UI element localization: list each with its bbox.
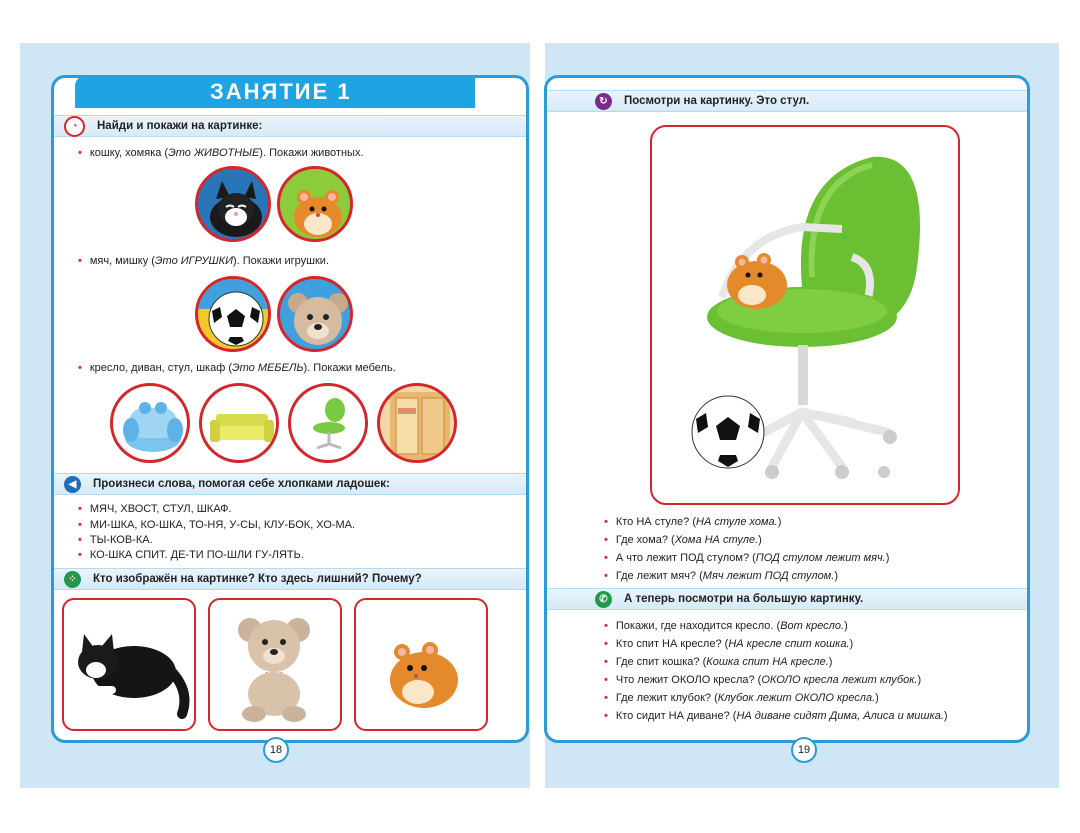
list-item: • Где лежит клубок? (Клубок лежит ОКОЛО кресла.) [604,692,879,704]
list-item: • кошку, хомяка (Это ЖИВОТНЫЕ). Покажи животных. [78,147,364,159]
dots-icon: ⁘ [64,571,81,588]
task3-heading: Кто изображён на картинке? Кто здесь лишний? Почему? [93,573,422,585]
ball-picture [195,276,271,352]
hamster-picture [277,166,353,242]
list-item: • Где спит кошка? (Кошка спит НА кресле.) [604,656,833,668]
teddy-bear-picture [277,276,353,352]
right-task2-header [547,588,1027,610]
speaker-icon: ◀ [64,476,81,493]
right-task1-heading: Посмотри на картинку. Это стул. [624,95,810,107]
list-item: • А что лежит ПОД стулом? (ПОД стулом лежит мяч.) [604,552,890,564]
page-number: 18 [263,737,289,763]
list-item: • МЯЧ, ХВОСТ, СТУЛ, ШКАФ. [78,503,232,515]
list-item: • мяч, мишку (Это ИГРУШКИ). Покажи игрушки. [78,255,330,267]
list-item: • Где хома? (Хома НА стуле.) [604,534,762,546]
page-number: 19 [791,737,817,763]
list-item: • Покажи, где находится кресло. (Вот кресло.) [604,620,848,632]
list-item: • кресло, диван, стул, шкаф (Это МЕБЕЛЬ). Покажи мебель. [78,362,396,374]
list-item: • Что лежит ОКОЛО кресла? (ОКОЛО кресла лежит клубок.) [604,674,922,686]
hamster-card [354,598,488,731]
list-item: • Кто сидит НА диване? (НА диване сидят Дима, Алиса и мишка.) [604,710,948,722]
list-item: • МИ-ШКА, КО-ШКА, ТО-НЯ, У-СЫ, КЛУ-БОК, ХО-МА. [78,519,356,531]
lesson-title: ЗАНЯТИЕ 1 [75,76,475,108]
list-item: • ТЫ-КОВ-КА. [78,534,153,546]
chair-with-hamster-picture [650,125,960,505]
refresh-icon: ↻ [595,93,612,110]
right-task2-heading: А теперь посмотри на большую картинку. [624,593,864,605]
wardrobe-picture [377,383,457,463]
list-item: • Кто спит НА кресле? (НА кресле спит кошка.) [604,638,854,650]
cat-card [62,598,196,731]
chair-picture [288,383,368,463]
list-item: • Кто НА стуле? (НА стуле хома.) [604,516,782,528]
task1-header [54,115,526,137]
task2-header [54,473,526,495]
task2-heading: Произнеси слова, помогая себе хлопками ладошек: [93,478,390,490]
phone-icon: ✆ [595,591,612,608]
list-item: • КО-ШКА СПИТ. ДЕ-ТИ ПО-ШЛИ ГУ-ЛЯТЬ. [78,549,304,561]
clock-icon: ◔ [64,116,85,137]
right-task1-header [547,90,1027,112]
sofa-picture [199,383,279,463]
cat-picture [195,166,271,242]
armchair-picture [110,383,190,463]
task3-header [54,568,526,590]
teddy-bear-card [208,598,342,731]
list-item: • Где лежит мяч? (Мяч лежит ПОД стулом.) [604,570,839,582]
task1-heading: Найди и покажи на картинке: [97,120,263,132]
